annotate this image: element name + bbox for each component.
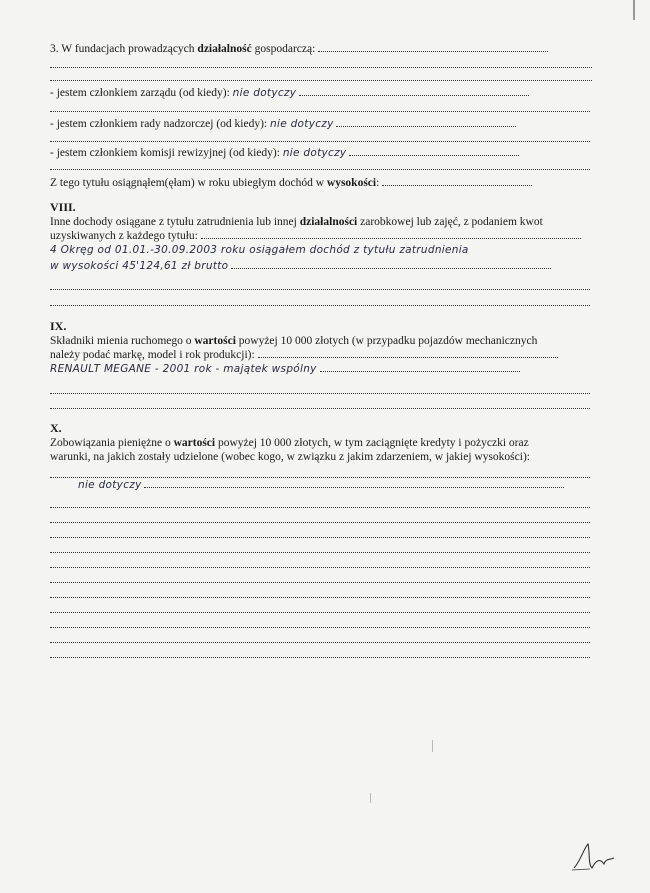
dotted-line (50, 521, 590, 523)
section8-text1-bold: działalności (299, 216, 358, 228)
dotted-line (50, 288, 590, 290)
dotted-line (50, 140, 590, 142)
zarzad-value: nie dotyczy (232, 87, 297, 99)
dotted-line (50, 168, 590, 170)
section8-hw-line2 (50, 259, 590, 273)
dotted-line (50, 596, 590, 598)
section8-text1-post: zarobkowej lub zajęć, z podaniem kwot (357, 216, 543, 228)
dotted-line (50, 110, 590, 112)
section10-text2 (50, 450, 590, 464)
dotted-line (50, 66, 592, 68)
dotted-line (50, 392, 590, 394)
zarzad-label: - jestem członkiem zarządu (od kiedy): (50, 87, 230, 99)
scan-speck (633, 0, 635, 20)
section10-handwriting-1: nie dotyczy (78, 479, 142, 491)
section10-text1-pre: Zobowiązania pieniężne o (50, 437, 174, 449)
dotted-filler (201, 238, 581, 239)
dotted-line (50, 626, 590, 628)
dotted-line (50, 581, 590, 583)
section8-handwriting-1: 4 Okręg od 01.01.-30.09.2003 roku osiągałem dochód z tytułu zatrudnienia (50, 244, 469, 256)
income-label-post: : (376, 177, 380, 189)
rada-value: nie dotyczy (270, 118, 334, 130)
dotted-line (50, 641, 590, 643)
income-row (50, 176, 590, 190)
komisja-row (50, 146, 590, 160)
dotted-line (50, 566, 590, 568)
section8-number: VIII. (50, 200, 76, 214)
section3-heading (50, 42, 590, 56)
scan-speck (432, 740, 433, 752)
section9-handwriting-1: RENAULT MEGANE - 2001 rok - majątek wspólny (50, 363, 317, 375)
dotted-filler (318, 51, 548, 52)
dotted-line (50, 79, 592, 81)
section8-hw-line1 (50, 243, 590, 257)
section9-text1-pre: Składniki mienia ruchomego o (50, 335, 195, 347)
dotted-filler (349, 155, 519, 156)
section3-heading-bold: działalność (197, 43, 252, 55)
dotted-filler (320, 371, 520, 372)
dotted-line (50, 506, 590, 508)
income-label-pre: Z tego tytułu osiągnąłem(ęłam) w roku ubiegłym dochód w (50, 177, 327, 189)
dotted-filler (258, 357, 558, 358)
dotted-filler (382, 185, 532, 186)
section9-number: IX. (50, 319, 67, 333)
section9-text1-bold: wartości (194, 335, 236, 347)
komisja-value: nie dotyczy (282, 147, 347, 159)
rada-label: - jestem członkiem rady nadzorczej (od kiedy): (50, 118, 268, 130)
section9-text2 (50, 348, 590, 362)
section9-text1 (50, 334, 590, 348)
section8-text2 (50, 229, 590, 243)
dotted-line (50, 536, 590, 538)
dotted-line (50, 407, 590, 409)
section3-heading-post: gospodarczą: (251, 43, 316, 55)
signature-icon (570, 838, 620, 878)
dotted-line (50, 656, 590, 658)
section10-text1-post: powyżej 10 000 złotych, w tym zaciągnięte kredyty i pożyczki oraz (215, 437, 529, 449)
section9-text2-label: należy podać markę, model i rok produkcji): (50, 349, 255, 361)
section10-text1-bold: wartości (173, 437, 216, 449)
dotted-line (50, 551, 590, 553)
dotted-line (50, 611, 590, 613)
section8-text1-pre: Inne dochody osiągane z tytułu zatrudnienia lub innej (50, 216, 300, 228)
scan-speck (370, 793, 371, 803)
section3-heading-pre: 3. W fundacjach prowadzących (50, 43, 198, 55)
section8-text1 (50, 215, 590, 229)
section10-text2-label: warunki, na jakich zostały udzielone (wobec kogo, w związku z jakim zdarzeniem, w jakiej wysokości): (50, 451, 530, 463)
dotted-filler (336, 126, 516, 127)
income-label-bold: wysokości (326, 177, 377, 189)
rada-row (50, 117, 590, 131)
section8-handwriting-2: w wysokości 45'124,61 zł brutto (50, 260, 229, 272)
section8-text2-label: uzyskiwanych z każdego tytułu: (50, 230, 198, 242)
section10-number: X. (50, 421, 62, 435)
zarzad-row (50, 86, 590, 100)
dotted-filler (231, 268, 551, 269)
dotted-filler (144, 487, 564, 488)
dotted-filler (299, 95, 529, 96)
section9-hw-line1 (50, 362, 590, 376)
dotted-line (50, 304, 590, 306)
section9-text1-post: powyżej 10 000 złotych (w przypadku pojazdów mechanicznych (235, 335, 538, 347)
section10-text1 (50, 436, 590, 450)
komisja-label: - jestem członkiem komisji rewizyjnej (od kiedy): (50, 147, 280, 159)
section10-hw-line1 (50, 478, 590, 492)
